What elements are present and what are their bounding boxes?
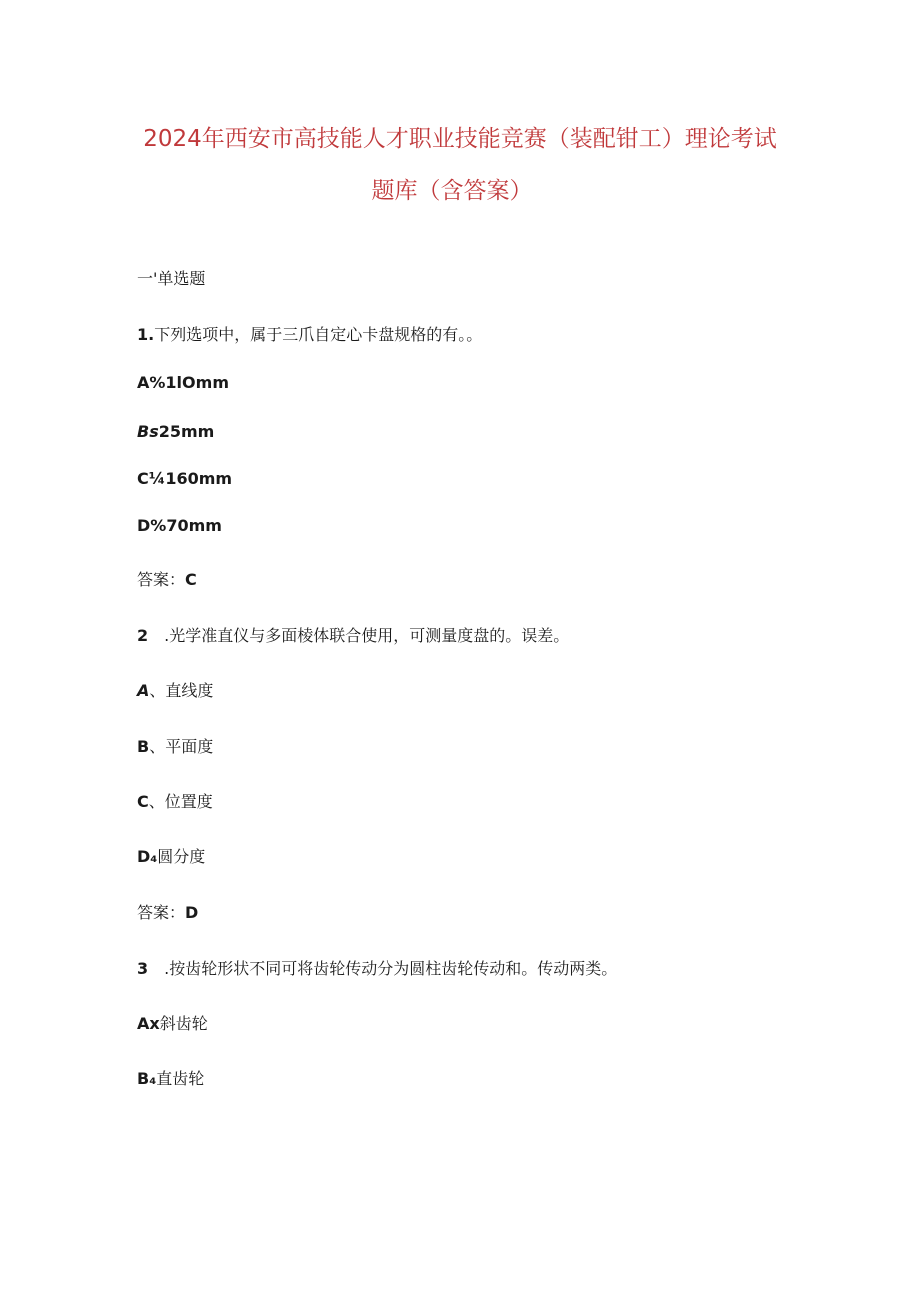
question-3-option-a: [137, 1014, 208, 1034]
option-text: 、位置度: [148, 792, 213, 811]
section-heading: 一'单选题: [137, 269, 206, 288]
option-letter: A: [137, 681, 150, 700]
question-3-stem: [137, 959, 617, 979]
question-1-option-c: [137, 469, 232, 489]
option-letter: D%: [137, 516, 167, 535]
option-letter: Bs: [137, 422, 159, 441]
question-text: 下列选项中，属于三爪自定心卡盘规格的有。。: [154, 325, 483, 344]
question-2-option-d: [137, 847, 205, 867]
option-text: 25mm: [158, 422, 215, 441]
option-text: 、平面度: [149, 737, 214, 756]
option-letter: C¼: [137, 469, 166, 488]
question-2-answer: [137, 903, 198, 923]
option-text: 160mm: [165, 469, 233, 488]
answer-label: 答案：: [137, 570, 186, 589]
answer-label: 答案：: [137, 903, 186, 922]
question-1-option-b: [137, 422, 214, 442]
question-2-stem: [137, 626, 569, 646]
question-number: 1.: [137, 325, 155, 344]
option-text: 70mm: [166, 516, 222, 535]
document-title-line-1: 2024年西安市高技能人才职业技能竞赛（装配钳工）理论考试: [143, 126, 777, 152]
question-3-option-b: [137, 1069, 204, 1089]
option-text: 1lOmm: [165, 373, 229, 392]
option-letter: A%: [137, 373, 166, 392]
question-2-option-b: [137, 737, 213, 757]
question-text: .光学准直仪与多面棱体联合使用，可测量度盘的。误差。: [164, 626, 570, 645]
question-2-option-c: [137, 792, 213, 812]
answer-value: C: [185, 570, 197, 589]
option-letter: Ax: [137, 1014, 160, 1033]
option-letter: C: [137, 792, 149, 811]
question-1-option-a: [137, 373, 229, 393]
question-text: .按齿轮形状不同可将齿轮传动分为圆柱齿轮传动和。传动两类。: [164, 959, 618, 978]
option-letter: D₄: [137, 847, 158, 866]
question-1-stem: [137, 325, 482, 345]
option-text: 直齿轮: [156, 1069, 205, 1088]
option-text: 、直线度: [149, 681, 214, 700]
question-2-option-a: [137, 681, 213, 701]
option-letter: B₄: [137, 1069, 157, 1088]
document-title-line-2: 题库（含答案）: [371, 178, 533, 204]
question-1-answer: [137, 570, 197, 590]
question-number: 2: [137, 626, 149, 645]
option-text: 圆分度: [157, 847, 206, 866]
answer-value: D: [185, 903, 199, 922]
option-text: 斜齿轮: [159, 1014, 208, 1033]
question-1-option-d: [137, 516, 222, 536]
option-letter: B: [137, 737, 150, 756]
question-number: 3: [137, 959, 149, 978]
